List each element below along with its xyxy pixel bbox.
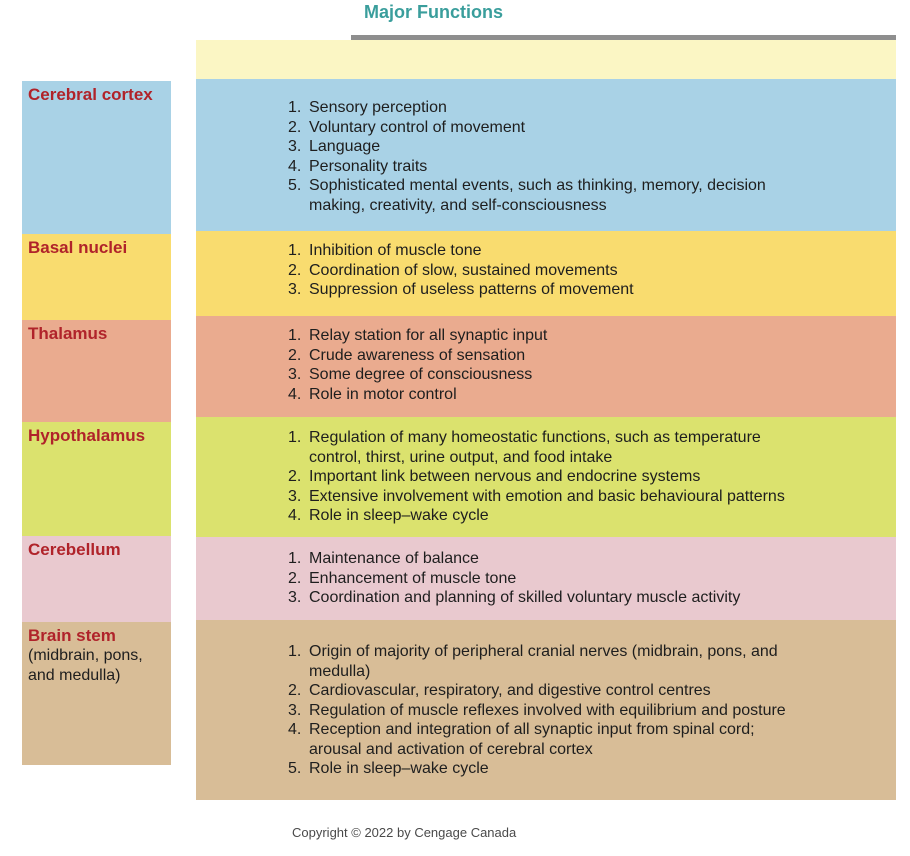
function-text: Inhibition of muscle tone [309, 242, 482, 259]
functions-list [288, 98, 766, 215]
function-number: 2. [288, 468, 302, 485]
function-number: 3. [288, 701, 302, 719]
function-text: Language [309, 138, 381, 155]
function-text: Sophisticated mental events, such as thinking, memory, decision making, creativity, and self-consciousness [309, 177, 766, 214]
function-text: Coordination of slow, sustained movements [309, 261, 618, 279]
functions-list [288, 549, 740, 608]
function-item [288, 326, 547, 346]
function-number: 2. [288, 346, 302, 364]
function-number: 5. [288, 177, 302, 194]
function-item [288, 176, 766, 215]
function-text: Sensory perception [309, 99, 447, 116]
function-number: 1. [288, 242, 302, 259]
functions-cell [196, 620, 896, 800]
function-item [288, 118, 766, 138]
function-number: 3. [288, 589, 302, 606]
function-text: Enhancement of muscle tone [309, 569, 517, 587]
function-item [288, 346, 547, 366]
function-number: 1. [288, 550, 302, 567]
function-text: Voluntary control of movement [309, 118, 526, 136]
function-text: Important link between nervous and endocrine systems [309, 468, 701, 485]
functions-list [288, 326, 547, 404]
function-text: Personality traits [309, 157, 428, 175]
function-item [288, 137, 766, 157]
function-item [288, 549, 740, 569]
function-number: 3. [288, 487, 302, 505]
region-name: Brain stem [28, 626, 116, 645]
function-text: Relay station for all synaptic input [309, 327, 548, 344]
function-item [288, 681, 786, 701]
function-number: 3. [288, 281, 302, 298]
function-number: 4. [288, 157, 302, 175]
function-item [288, 385, 547, 405]
function-text: Reception and integration of all synaptic input from spinal cord; arousal and activation of cerebral cortex [309, 721, 755, 758]
function-item [288, 261, 634, 281]
function-text: Cardiovascular, respiratory, and digestive control centres [309, 682, 711, 699]
function-item [288, 569, 740, 589]
function-text: Some degree of consciousness [309, 366, 533, 383]
function-text: Suppression of useless patterns of movement [309, 281, 634, 298]
region-label-cell [22, 320, 171, 422]
functions-list [288, 642, 786, 779]
functions-cell [196, 417, 896, 537]
function-number: 4. [288, 507, 302, 524]
function-number: 1. [288, 429, 302, 446]
function-number: 2. [288, 118, 302, 136]
function-number: 3. [288, 366, 302, 383]
function-number: 1. [288, 643, 302, 660]
function-item [288, 487, 785, 507]
functions-cell [196, 316, 896, 417]
function-text: Regulation of muscle reflexes involved with equilibrium and posture [309, 701, 786, 719]
function-item [288, 365, 547, 385]
region-subtitle: (midbrain, pons, and medulla) [28, 647, 143, 684]
functions-cell [196, 231, 896, 316]
function-text: Maintenance of balance [309, 550, 479, 567]
region-label-cell [22, 422, 171, 536]
region-label-cell [22, 536, 171, 622]
function-number: 2. [288, 569, 302, 587]
function-number: 1. [288, 99, 302, 116]
function-text: Origin of majority of peripheral cranial nerves (midbrain, pons, and medulla) [309, 643, 778, 680]
function-item [288, 467, 785, 487]
function-item [288, 157, 766, 177]
function-text: Role in motor control [309, 385, 457, 403]
header-strip [196, 40, 896, 79]
function-item [288, 720, 786, 759]
function-item [288, 241, 634, 261]
function-text: Coordination and planning of skilled voluntary muscle activity [309, 589, 741, 606]
region-label-cell [22, 234, 171, 320]
function-number: 2. [288, 261, 302, 279]
function-text: Role in sleep–wake cycle [309, 760, 489, 777]
region-name: Cerebral cortex [28, 85, 153, 104]
function-number: 4. [288, 721, 302, 738]
functions-list [288, 241, 634, 300]
function-item [288, 98, 766, 118]
region-name: Thalamus [28, 324, 108, 343]
function-number: 2. [288, 682, 302, 699]
functions-cell [196, 537, 896, 620]
function-number: 3. [288, 138, 302, 155]
function-number: 1. [288, 327, 302, 344]
functions-cell [196, 79, 896, 231]
region-name: Hypothalamus [28, 426, 146, 445]
function-item [288, 588, 740, 608]
function-text: Crude awareness of sensation [309, 346, 526, 364]
region-name: Cerebellum [28, 540, 121, 559]
copyright-notice: Copyright © 2022 by Cengage Canada [292, 825, 517, 840]
function-number: 5. [288, 760, 302, 777]
function-text: Role in sleep–wake cycle [309, 507, 489, 524]
function-item [288, 280, 634, 300]
region-name: Basal nuclei [28, 238, 128, 257]
function-text: Extensive involvement with emotion and basic behavioural patterns [309, 487, 785, 505]
function-number: 4. [288, 385, 302, 403]
table-title: Major Functions [364, 2, 503, 22]
function-text: Regulation of many homeostatic functions, such as temperature control, thirst, urine output, and food intake [309, 429, 761, 466]
functions-list [288, 428, 785, 526]
function-item [288, 428, 785, 467]
function-item [288, 759, 786, 779]
region-label-cell [22, 81, 171, 234]
function-item [288, 701, 786, 721]
function-item [288, 506, 785, 526]
function-item [288, 642, 786, 681]
region-label-cell [22, 622, 171, 765]
